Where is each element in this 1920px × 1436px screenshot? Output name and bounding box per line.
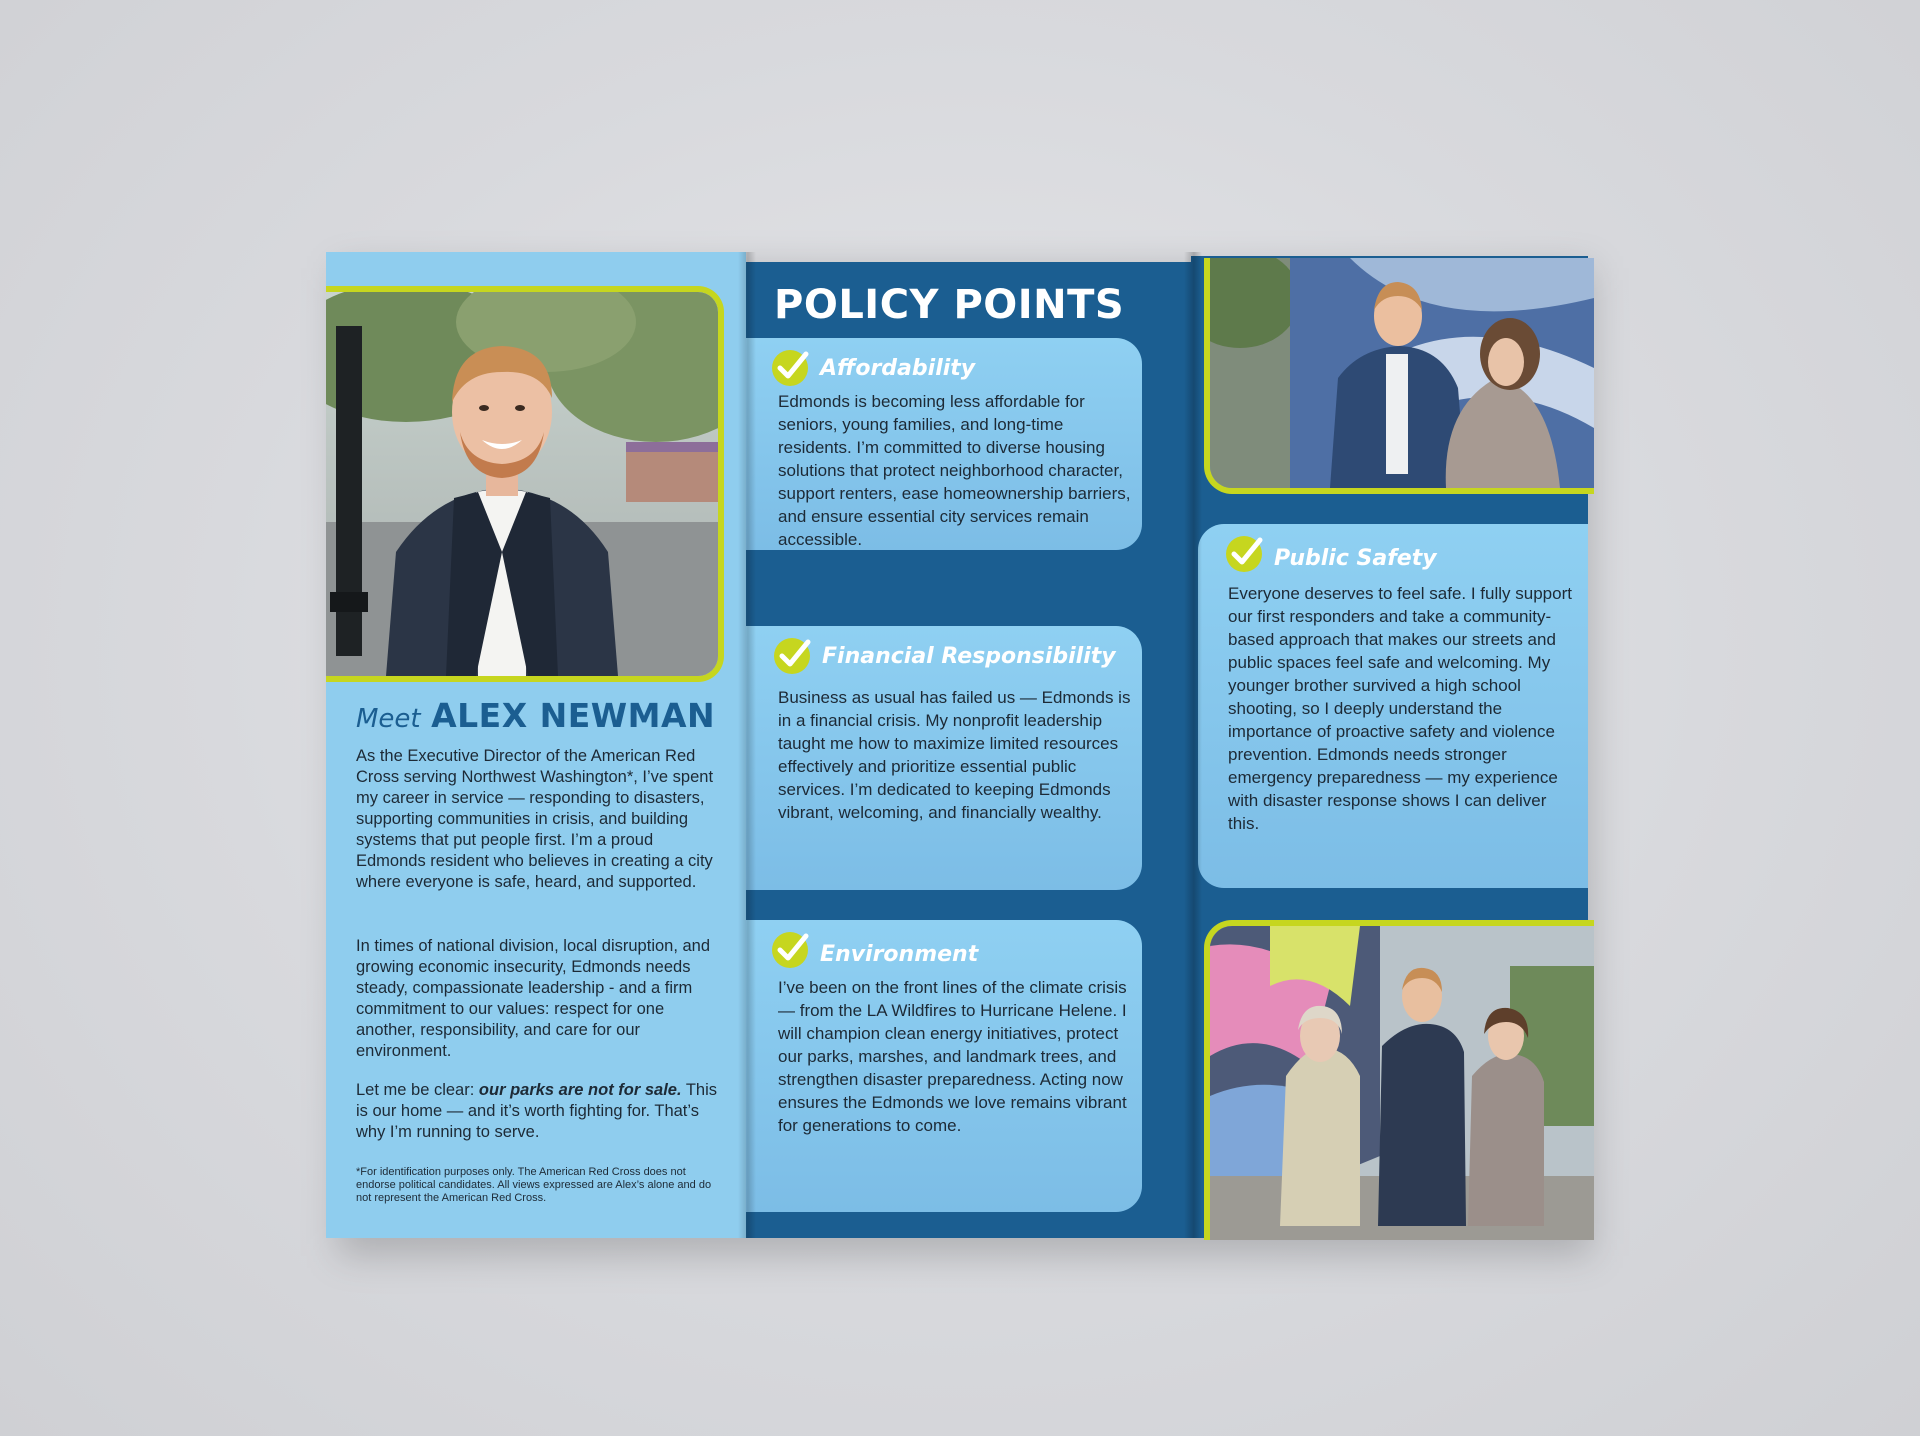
candidate-portrait-photo	[326, 286, 724, 682]
conversation-illustration	[1210, 258, 1594, 488]
policy-heading: Environment	[820, 942, 979, 967]
bio-paragraph-3-emphasis: our parks are not for sale.	[478, 1081, 682, 1099]
checkmark-icon	[770, 930, 810, 970]
checkmark-icon	[1224, 534, 1264, 574]
bio-paragraph-2: In times of national division, local disruption, and growing economic insecurity, Edmonds needs steady, compassionate leadership - and a firm commitment to our values: respect for one another, responsibility, and care for our environment.	[356, 937, 711, 1060]
disclaimer-footnote: *For identification purposes only. The American Red Cross does not endorse political candidates. All views expressed are Alex’s alone and do not represent the American Red Cross.	[356, 1166, 712, 1204]
policy-heading: Affordability	[820, 356, 976, 381]
policy-card-affordability	[746, 338, 1142, 550]
bio-paragraph-3-lead: Let me be clear:	[356, 1081, 479, 1099]
candidate-heading	[356, 696, 715, 735]
policy-body: Edmonds is becoming less affordable for seniors, young families, and long-time residents. I’m committed to diverse housing solutions that protect neighborhood character, support renters, ease homeownership barriers, and ensure essential city services remain accessible.	[778, 392, 1131, 549]
portrait-illustration	[326, 292, 718, 676]
policy-points-title: POLICY POINTS	[774, 282, 1125, 328]
policy-card-public-safety	[1198, 524, 1588, 888]
policy-body: I’ve been on the front lines of the climate crisis — from the LA Wildfires to Hurricane Helene. I will champion clean energy initiatives, protect our parks, marshes, and landmark trees, and strengthen disaster preparedness. Acting now ensures the Edmonds we love remains vibrant for generations to come.	[778, 978, 1127, 1135]
brochure	[326, 252, 1588, 1238]
bio-paragraph-1: As the Executive Director of the American Red Cross serving Northwest Washington*, I’ve spent my career in service — responding to disasters, supporting communities in crisis, and building systems that put people first. I’m a proud Edmonds resident who believes in creating a city where everyone is safe, heard, and supported.	[356, 747, 714, 891]
policy-card-environment	[746, 920, 1142, 1212]
group-walking-photo	[1204, 920, 1594, 1240]
brochure-fold-left	[738, 252, 756, 1238]
policy-body: Everyone deserves to feel safe. I fully support our first responders and take a community-based approach that makes our streets and public spaces feel safe and welcoming. My younger brother survived a high school shooting, so I deeply understand the importance of proactive safety and violence prevention. Edmonds needs stronger emergency preparedness — my experience with disaster response shows I can deliver this.	[1228, 584, 1572, 833]
checkmark-icon	[770, 348, 810, 388]
meet-prefix: Meet	[356, 704, 421, 734]
policy-card-financial-responsibility	[746, 626, 1142, 890]
group-walking-illustration	[1210, 926, 1594, 1240]
bio-paragraph-3-rest: This is our home — and it’s worth fighting for. That’s why I’m running to serve.	[356, 1081, 718, 1141]
conversation-photo	[1204, 258, 1594, 494]
policy-heading: Financial Responsibility	[822, 644, 1116, 669]
candidate-name: ALEX NEWMAN	[431, 696, 716, 735]
policy-body: Business as usual has failed us — Edmonds is in a financial crisis. My nonprofit leadership taught me how to maximize limited resources effectively and prioritize essential public services. I’m dedicated to keeping Edmonds vibrant, welcoming, and financially wealthy.	[778, 688, 1131, 822]
brochure-fold-right	[1184, 252, 1202, 1238]
policy-heading: Public Safety	[1274, 546, 1437, 571]
bio-paragraph-3	[356, 1080, 726, 1143]
checkmark-icon	[772, 636, 812, 676]
